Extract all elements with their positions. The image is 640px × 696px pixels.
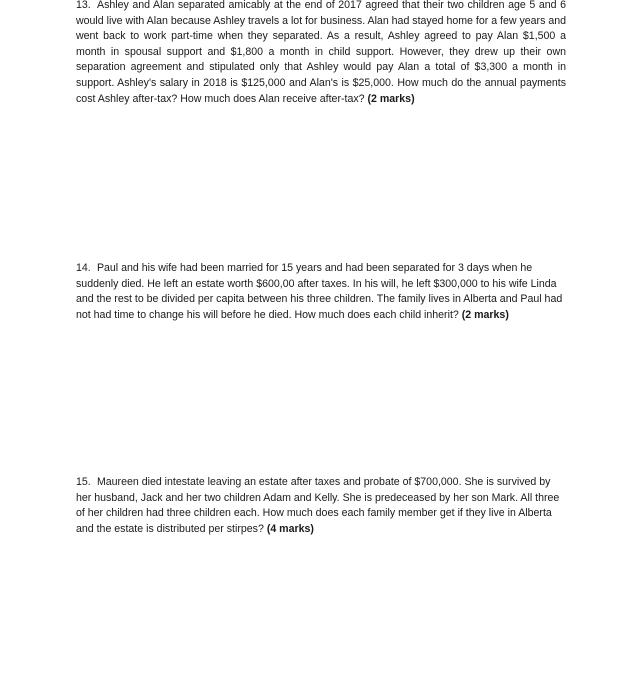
question-body [76, 261, 566, 323]
question-14 [76, 261, 566, 323]
question-text: Maureen died intestate leaving an estate after taxes and probate of $700,000. She is survived by her husband, Jack and her two children Adam and Kelly. She is predeceased by her son Mark. All three of her children had three children each. How much does each family member get if they live in Alberta and the estate is distributed per stirpes? [76, 476, 560, 535]
question-number: 15. [76, 476, 91, 488]
question-text: Ashley and Alan separated amicably at the end of 2017 agreed that their two children age 5 and 6 would live with Alan because Ashley travels a lot for business. Alan had stayed home for a few years and went back to work part-time when they separated. As a result, Ashley agreed to pay Alan $1,500 a month in spousal support and $1,800 a month in child support. However, they drew up their own separation agreement and stipulated only that Ashley would pay Alan a total of $3,300 a month in support. Ashley's salary in 2018 is $125,000 and Alan's is $25,000. How much do the annual payments cost Ashley after-tax? How much does Alan receive after-tax? [76, 0, 566, 105]
question-text: Paul and his wife had been married for 15 years and had been separated for 3 days when he suddenly died. He left an estate worth $600,00 after taxes. In his will, he left $300,000 to his wife Linda and the rest to be divided per capita between his three children. The family lives in Alberta and Paul had not had time to change his will before he died. How much does each child inherit? [76, 262, 563, 321]
question-13 [76, 0, 566, 107]
question-body [76, 0, 566, 107]
question-marks: (2 marks) [461, 308, 509, 321]
question-number: 13. [76, 0, 91, 11]
question-15 [76, 475, 566, 537]
question-number: 14. [76, 262, 91, 274]
question-marks: (2 marks) [367, 92, 415, 105]
question-marks: (4 marks) [266, 522, 314, 535]
question-body [76, 475, 566, 537]
